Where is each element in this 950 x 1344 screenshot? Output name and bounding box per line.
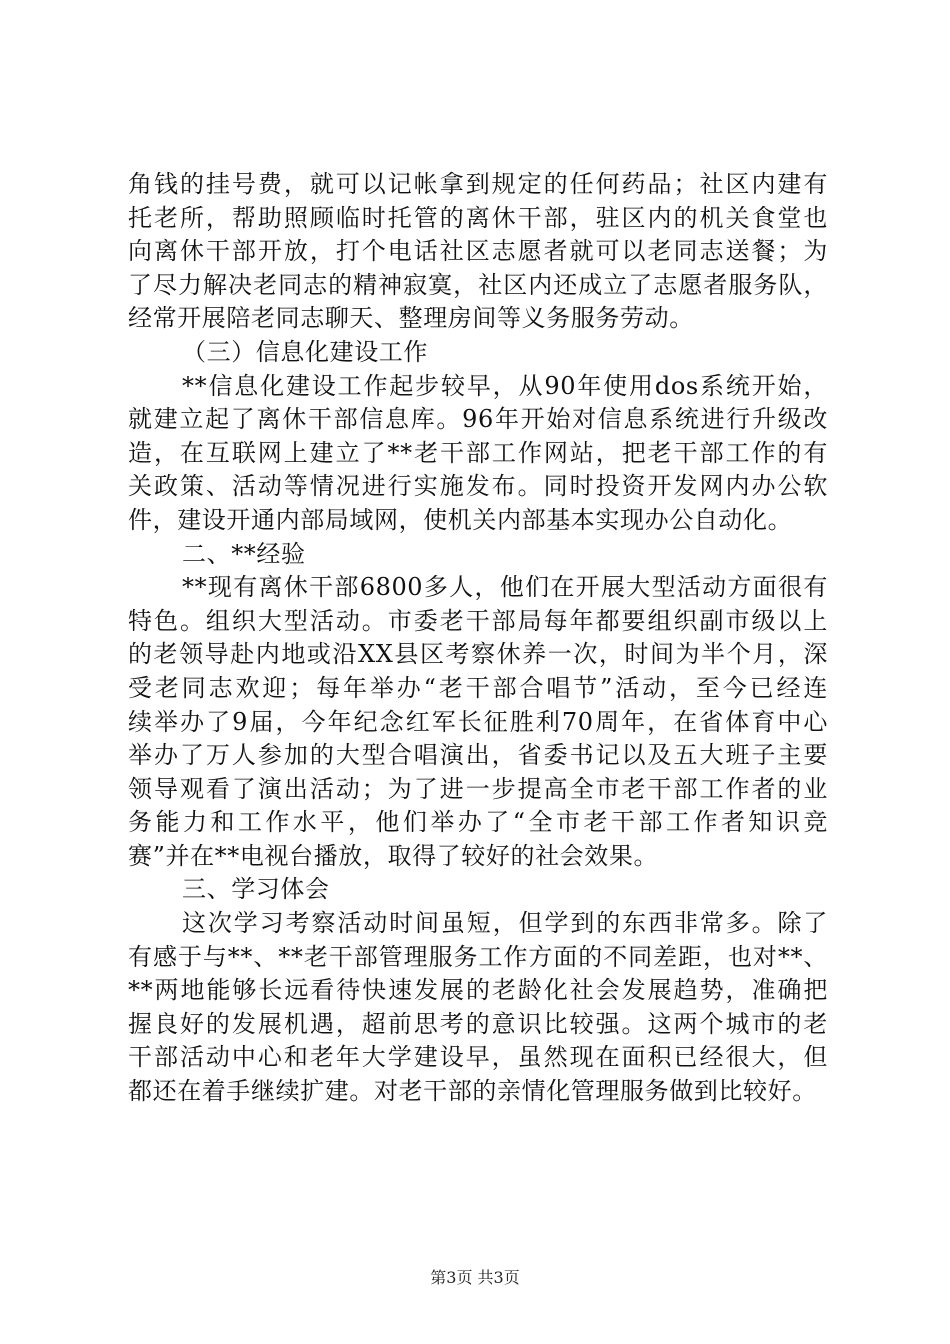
- text-line: **信息化建设工作起步较早，从90年使用dos系统开始，: [182, 371, 828, 400]
- text-line: 受老同志欢迎；每年举办“老干部合唱节”活动，至今已经连: [128, 673, 828, 702]
- text-line: 二、**经验: [182, 539, 306, 568]
- text-line: 都还在着手继续扩建。对老干部的亲情化管理服务做到比较好。: [128, 1077, 817, 1106]
- text-line: 托老所，帮助照顾临时托管的离休干部，驻区内的机关食堂也: [128, 203, 828, 232]
- text-line: 件，建设开通内部局域网，使机关内部基本实现办公自动化。: [128, 505, 793, 534]
- text-line: 续举办了9届，今年纪念红军长征胜利70周年，在省体育中心: [128, 707, 828, 736]
- text-line: 赛”并在**电视台播放，取得了较好的社会效果。: [128, 841, 659, 870]
- text-line: 有感于与**、**老干部管理服务工作方面的不同差距，也对**、: [128, 942, 828, 971]
- text-line: 关政策、活动等情况进行实施发布。同时投资开发网内办公软: [128, 472, 828, 501]
- text-line: **两地能够长远看待快速发展的老龄化社会发展趋势，准确把: [128, 976, 828, 1005]
- text-line: 干部活动中心和老年大学建设早，虽然现在面积已经很大，但: [128, 1043, 828, 1072]
- document-body: [128, 168, 828, 1109]
- text-line: 这次学习考察活动时间虽短，但学到的东西非常多。除了: [182, 909, 828, 938]
- text-line: 举办了万人参加的大型合唱演出，省委书记以及五大班子主要: [128, 741, 828, 770]
- text-line: 三、学习体会: [182, 875, 330, 904]
- text-line: 务能力和工作水平，他们举办了“全市老干部工作者知识竞: [128, 808, 828, 837]
- page-footer: 第3页 共3页: [430, 1268, 520, 1287]
- text-line: 领导观看了演出活动；为了进一步提高全市老干部工作者的业: [128, 774, 828, 803]
- text-line: 经常开展陪老同志聊天、整理房间等义务服务劳动。: [128, 304, 694, 333]
- text-line: 握良好的发展机遇，超前思考的意识比较强。这两个城市的老: [128, 1009, 828, 1038]
- text-line: 造，在互联网上建立了**老干部工作网站，把老干部工作的有: [128, 438, 828, 467]
- text-line: 向离休干部开放，打个电话社区志愿者就可以老同志送餐；为: [128, 237, 828, 266]
- text-line: 特色。组织大型活动。市委老干部局每年都要组织副市级以上: [128, 606, 828, 635]
- text-line: 的老领导赴内地或沿XX县区考察休养一次，时间为半个月，深: [128, 640, 828, 669]
- text-line: 就建立起了离休干部信息库。96年开始对信息系统进行升级改: [128, 405, 828, 434]
- text-line: 角钱的挂号费，就可以记帐拿到规定的任何药品；社区内建有: [128, 170, 828, 198]
- text-line: （三）信息化建设工作: [182, 337, 428, 366]
- text-line: **现有离休干部6800多人，他们在开展大型活动方面很有: [182, 573, 828, 602]
- text-line: 了尽力解决老同志的精神寂寞，社区内还成立了志愿者服务队，: [128, 270, 828, 299]
